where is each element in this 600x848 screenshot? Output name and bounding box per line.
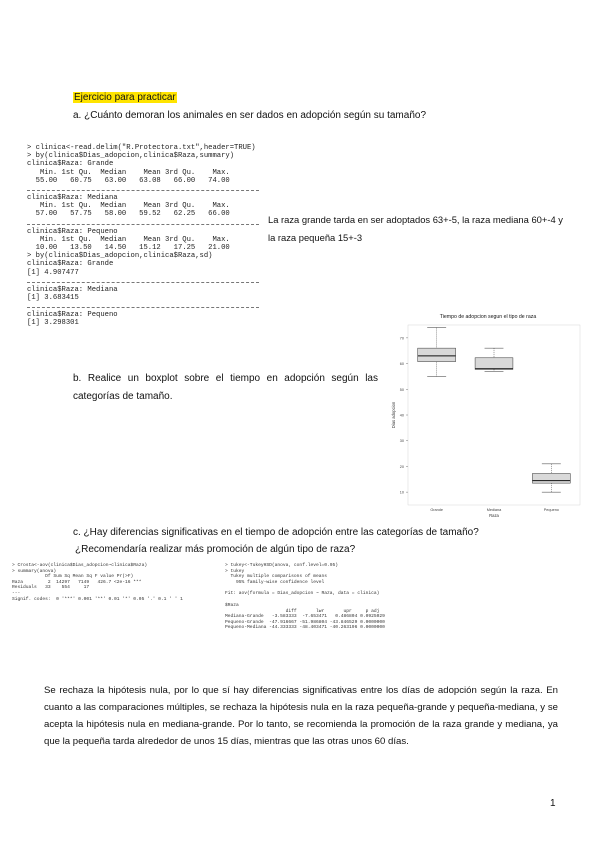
divider [27, 307, 259, 308]
x-tick-label: Pequeno [543, 508, 559, 512]
chart-title: Tiempo de adopcion segun el tipo de raza [439, 314, 537, 320]
code-line: clinica$Raza: Grande [27, 160, 114, 169]
x-axis [430, 508, 559, 512]
divider [27, 224, 259, 225]
box-iqr [418, 348, 456, 362]
code-line: clinica$Raza: Pequeno [27, 311, 118, 320]
x-tick-label: Mediana [486, 508, 502, 512]
code-line: clinica$Raza: Mediana [27, 194, 118, 203]
question-a: a. ¿Cuánto demoran los animales en ser dados en adopción según su tamaño? [73, 110, 427, 121]
question-c2: ¿Recomendaría realizar más promoción de algún tipo de raza? [75, 544, 356, 555]
y-axis-label: Dias adopcion [391, 401, 396, 429]
r-output-summary [27, 144, 259, 328]
code-line: Pequeno-Grande -47.916667 -51.986804 -43.846529 0.0000000 [225, 619, 385, 625]
r-output-anova [12, 563, 217, 602]
exercise-title-text: Ejercicio para practicar [74, 92, 176, 103]
code-line: > Crosta<-aov(clinica$Dias_adopcion~clinica$Raza) [12, 563, 148, 568]
code-line: Min. 1st Qu. Median Mean 3rd Qu. Max. [27, 202, 230, 211]
answer-a: La raza grande tarda en ser adoptados 63+-5, la raza mediana 60+-4 y la raza pequeña 15+-3 [268, 214, 563, 243]
page-number: 1 [550, 798, 556, 809]
code-line: 95% family-wise confidence level [225, 579, 325, 585]
code-line: > by(clinica$Dias_adopcion,clinica$Raza,summary) [27, 152, 235, 161]
code-line: Mediana-Grande -3.583333 -7.653471 0.486804 0.0925029 [225, 614, 385, 620]
code-line: Residuals 33 554 17 [12, 585, 90, 591]
y-tick-label: 10 [399, 490, 404, 495]
x-tick-label: Grande [430, 508, 444, 512]
code-line: > clinica<-read.delim("R.Protectora.txt",header=TRUE) [27, 144, 256, 152]
code-line: Df Sum Sq Mean Sq F value Pr(>F) [12, 574, 134, 580]
code-line: [1] 3.683415 [27, 294, 79, 303]
code-line: --- [12, 590, 21, 596]
r-output-tukey [225, 563, 570, 631]
y-tick-label: 70 [399, 336, 404, 341]
question-b: b. Realice un boxplot sobre el tiempo en adopción según las categorías de tamaño. [73, 373, 378, 402]
box-iqr [475, 358, 513, 370]
code-line: clinica$Raza: Mediana [27, 285, 118, 294]
code-line: Signif. codes: 0 '***' 0.001 '**' 0.01 '*' 0.05 '.' 0.1 ' ' 1 [12, 596, 183, 602]
code-line: > by(clinica$Dias_adopcion,clinica$Raza,sd) [27, 252, 213, 261]
code-line: Raza 2 14297 7149 426.7 <2e-16 *** [12, 579, 142, 585]
code-line: [1] 4.907477 [27, 268, 79, 277]
code-line: Tukey multiple comparisons of means [225, 574, 327, 580]
y-tick-label: 40 [399, 413, 404, 418]
code-line: > tukey [225, 568, 245, 574]
question-c1: c. ¿Hay diferencias significativas en el tiempo de adopción entre las categorías de tamaño? [73, 527, 479, 538]
y-tick-label: 20 [399, 464, 404, 469]
code-line: clinica$Raza: Pequeno [27, 227, 118, 236]
code-line: Fit: aov(formula = Dias_adopcion ~ Raza, data = clinica) [225, 591, 380, 597]
y-tick-label: 60 [399, 362, 404, 367]
answer-c: Se rechaza la hipótesis nula, por lo que sí hay diferencias significativas entre los días de adopción según la raza. En cuanto a las comparaciones múltiples, se rechaza la hipótesis nula en la raza pequeña-grande y pequeña-mediana, y se acepta la hipótesis nula en mediana-grande. Por lo tanto, se recomienda la promoción de la raza grande y mediana, ya que la pequeña tarda alrededor de unos 15 días, mientras que las otras unos 60 días. [44, 685, 558, 747]
code-line: Min. 1st Qu. Median Mean 3rd Qu. Max. [27, 168, 230, 177]
boxplot-boxes [418, 328, 571, 493]
code-line: 55.00 60.75 63.00 63.08 66.00 74.00 [27, 176, 230, 185]
divider [27, 190, 259, 191]
exercise-title [73, 87, 177, 105]
box-iqr [532, 474, 570, 484]
code-line: Pequeno-Mediana -44.333333 -48.403471 -40.263196 0.0000000 [225, 625, 385, 631]
boxplot-chart [388, 305, 588, 520]
y-tick-label: 50 [399, 387, 404, 392]
code-line: $Raza [225, 602, 239, 608]
divider [27, 282, 259, 283]
y-axis [400, 336, 408, 494]
code-line: 57.00 57.75 58.00 59.52 62.25 66.00 [27, 210, 230, 219]
code-line: > summary(anova) [12, 568, 57, 574]
code-line: diff lwr upr p adj [225, 608, 380, 614]
code-line: > tukey<-TukeyHSD(anova, conf.level=0.95) [225, 563, 339, 568]
code-line: [1] 3.298301 [27, 319, 79, 328]
code-line: clinica$Raza: Grande [27, 260, 114, 269]
code-line: 10.00 13.50 14.50 15.12 17.25 21.00 [27, 244, 230, 253]
y-tick-label: 30 [399, 439, 404, 444]
x-axis-label: Raza [489, 513, 499, 518]
code-line: Min. 1st Qu. Median Mean 3rd Qu. Max. [27, 235, 230, 244]
